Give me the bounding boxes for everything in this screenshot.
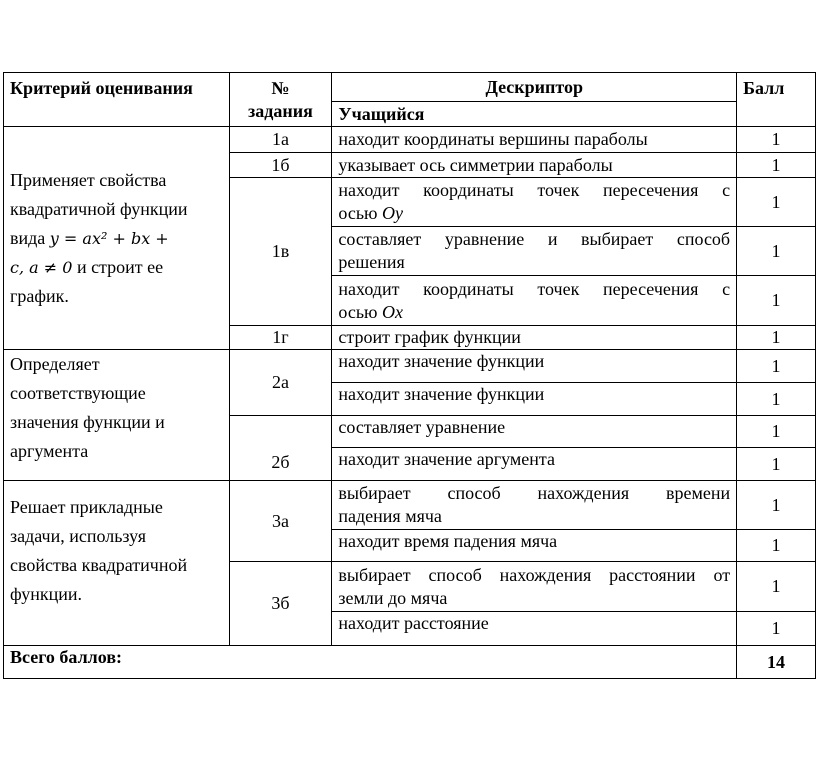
score: 1: [737, 276, 816, 326]
score: 1: [737, 350, 816, 383]
descriptor: находит значение функции: [332, 383, 737, 416]
score: 1: [737, 448, 816, 481]
descriptor-text: осью: [338, 203, 378, 223]
criterion-cell: [4, 481, 230, 646]
formula: c, a ≠ 0: [10, 257, 73, 277]
descriptor: [332, 178, 737, 227]
criterion-line: [10, 253, 223, 282]
criterion-line: [10, 224, 223, 253]
criterion-line: значения функции и: [10, 412, 165, 432]
descriptor-text: осью: [338, 301, 378, 322]
descriptor-line: [338, 202, 730, 225]
task-number: 1а: [229, 127, 332, 153]
descriptor: [332, 481, 737, 530]
descriptor-line: падения мяча: [338, 506, 442, 526]
descriptor: находит время падения мяча: [332, 530, 737, 562]
task-number: 1б: [229, 153, 332, 178]
descriptor-line: выбирает способ нахождения времени: [338, 483, 731, 503]
descriptor-line: находит координаты точек пересечения с: [338, 278, 731, 299]
task-number: 3а: [229, 481, 332, 562]
descriptor-line: земли до мяча: [338, 587, 448, 608]
header-task-no-line2: задания: [248, 100, 313, 121]
criterion-line: график.: [10, 285, 69, 306]
score: 1: [737, 530, 816, 562]
criterion-line: функции.: [10, 584, 82, 604]
criterion-text: и строит ее: [76, 256, 164, 277]
task-number: 2б: [229, 416, 332, 481]
criterion-cell: [4, 350, 230, 481]
assessment-table: [3, 72, 816, 679]
criterion-line: аргумента: [10, 441, 89, 461]
criterion-line: квадратичной функции: [10, 198, 188, 219]
score: 1: [737, 127, 816, 153]
descriptor: находит расстояние: [332, 612, 737, 646]
axis-label: Ox: [381, 301, 403, 322]
descriptor: находит значение функции: [332, 350, 737, 383]
descriptor-line: [338, 301, 730, 324]
score: 1: [737, 416, 816, 448]
criterion-cell: [4, 127, 230, 350]
criterion-text: вида: [10, 227, 46, 248]
criterion-line: Определяет: [10, 354, 100, 374]
task-number: 1г: [229, 326, 332, 350]
descriptor-line: решения: [338, 252, 405, 272]
criterion-line: свойства квадратичной: [10, 555, 188, 575]
descriptor-line: находит координаты точек пересечения с: [338, 180, 731, 200]
score: 1: [737, 178, 816, 227]
score: 1: [737, 383, 816, 416]
header-task-no-line1: №: [271, 77, 290, 98]
header-descriptor: Дескриптор: [332, 73, 737, 102]
descriptor: указывает ось симметрии параболы: [332, 153, 737, 178]
score: 1: [737, 153, 816, 178]
header-student: Учащийся: [332, 102, 737, 127]
score: 1: [737, 326, 816, 350]
score: 1: [737, 227, 816, 276]
task-number: 3б: [229, 562, 332, 646]
descriptor-line: составляет уравнение и выбирает способ: [338, 229, 731, 249]
descriptor: находит координаты вершины параболы: [332, 127, 737, 153]
descriptor: [332, 227, 737, 276]
criterion-line: задачи, используя: [10, 526, 146, 546]
criterion-line: Применяет свойства: [10, 169, 167, 190]
task-number: 2а: [229, 350, 332, 416]
score: 1: [737, 481, 816, 530]
descriptor: строит график функции: [332, 326, 737, 350]
score: 1: [737, 612, 816, 646]
descriptor: находит значение аргумента: [332, 448, 737, 481]
task-number: 1в: [229, 178, 332, 326]
total-value: 14: [737, 646, 816, 679]
header-task-no: [229, 73, 332, 127]
axis-label: Oy: [381, 203, 403, 223]
descriptor: [332, 276, 737, 326]
total-label: Всего баллов:: [4, 646, 737, 679]
header-score: Балл: [737, 73, 816, 127]
formula: y = ax² + bx +: [49, 228, 169, 248]
criterion-line: Решает прикладные: [10, 497, 163, 517]
score: 1: [737, 562, 816, 612]
descriptor: [332, 562, 737, 612]
header-criterion: Критерий оценивания: [4, 73, 230, 127]
descriptor-line: выбирает способ нахождения расстоянии от: [338, 564, 731, 585]
criterion-line: соответствующие: [10, 383, 146, 403]
descriptor: составляет уравнение: [332, 416, 737, 448]
